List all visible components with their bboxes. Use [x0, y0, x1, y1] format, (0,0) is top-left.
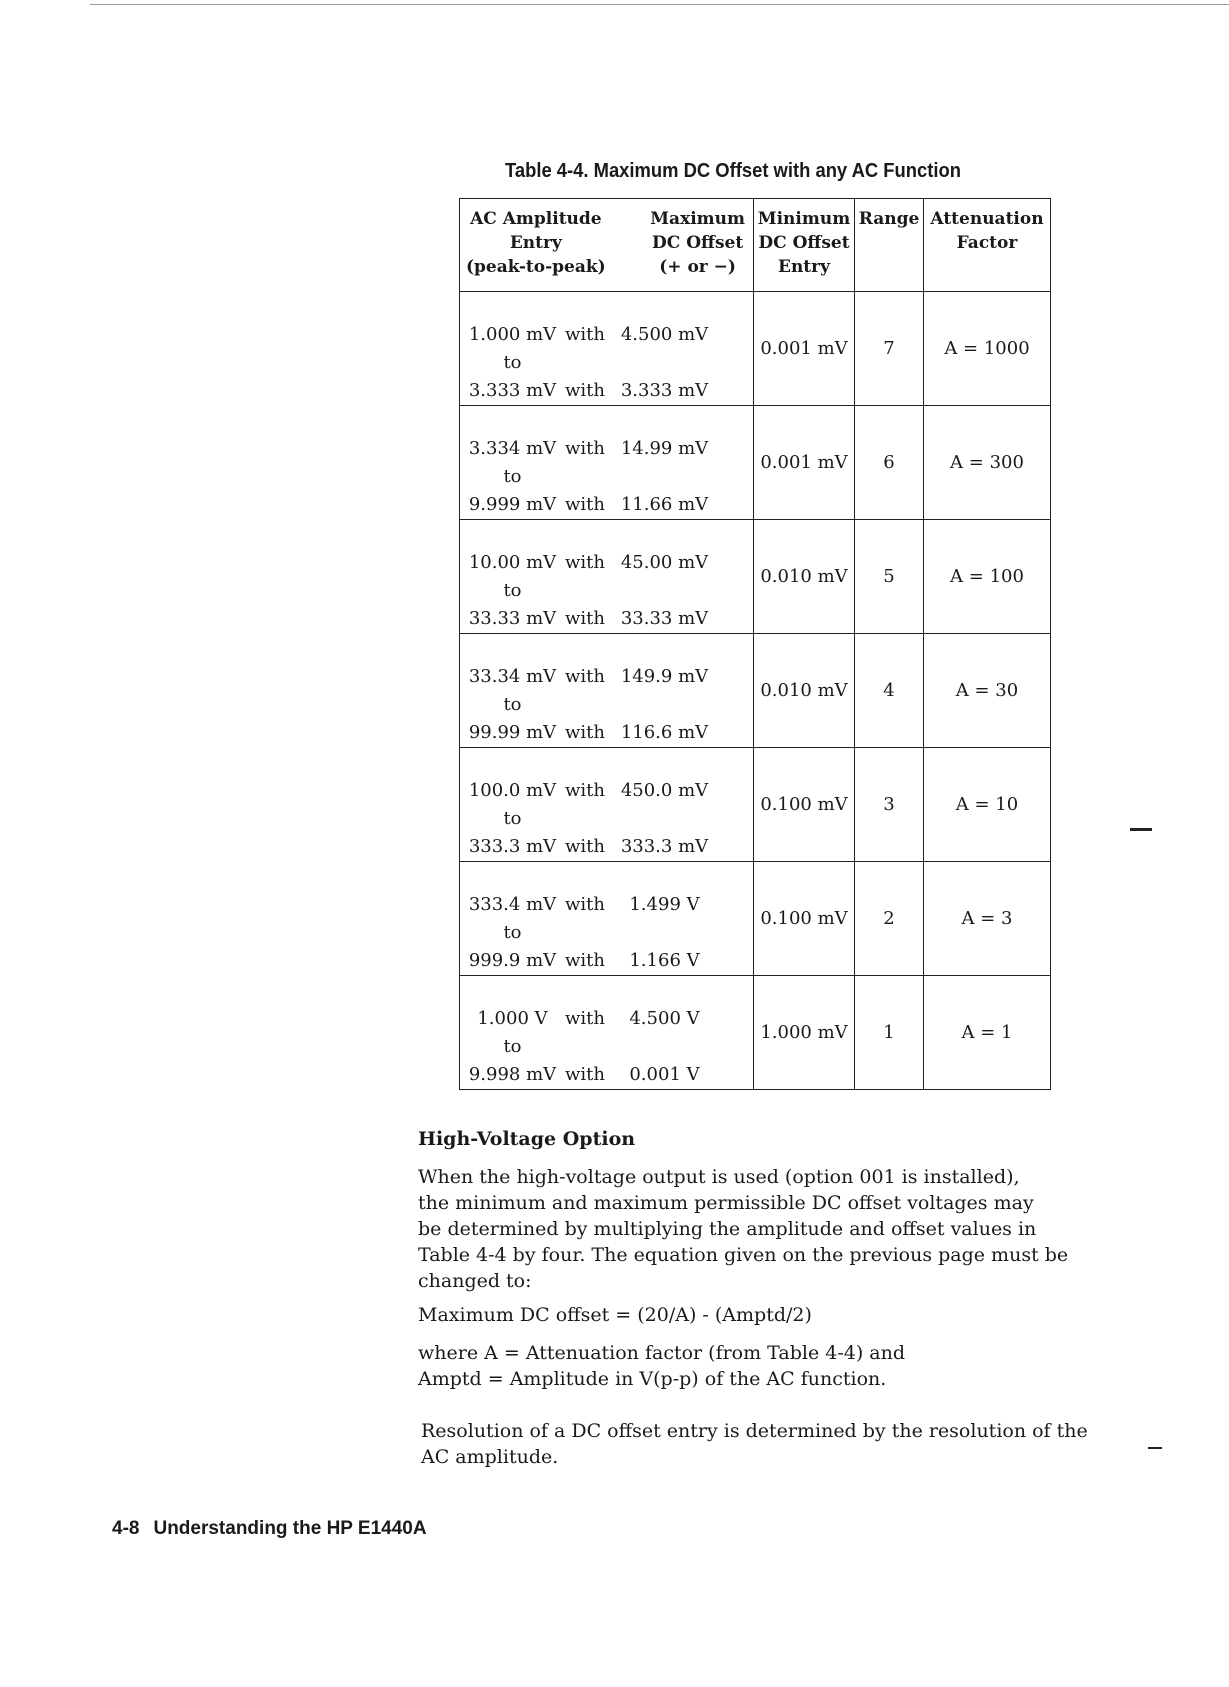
range-cell: 7 [855, 292, 924, 406]
min-offset-cell: 1.000 mV [754, 976, 855, 1090]
min-offset-cell: 0.001 mV [754, 406, 855, 520]
header-amplitude-line3: (peak-to-peak) [466, 257, 606, 277]
offset-low: 4.500 V [629, 1008, 700, 1029]
resolution-line: AC amplitude. [421, 1446, 559, 1468]
table-row [460, 292, 1051, 406]
table-row [460, 634, 1051, 748]
min-offset-cell: 0.010 mV [754, 520, 855, 634]
amplitude-cell [460, 634, 754, 748]
attenuation-cell: A = 1000 [924, 292, 1051, 406]
top-rule [90, 4, 1229, 5]
table-row [460, 406, 1051, 520]
with-word: with [565, 894, 605, 915]
paragraph-line: the minimum and maximum permissible DC offset voltages may [418, 1192, 1034, 1214]
amplitude-low: 33.34 mV [468, 666, 557, 687]
offset-high: 0.001 V [629, 1064, 700, 1085]
header-max-offset-line3: (+ or −) [659, 257, 736, 277]
amplitude-high: 33.33 mV [468, 608, 557, 629]
range-cell: 4 [855, 634, 924, 748]
amplitude-cell [460, 292, 754, 406]
to-word: to [503, 580, 522, 601]
equation: Maximum DC offset = (20/A) - (Amptd/2) [418, 1304, 812, 1326]
where-line: Amptd = Amplitude in V(p-p) of the AC function. [418, 1368, 887, 1390]
attenuation-cell: A = 300 [924, 406, 1051, 520]
header-amplitude-and-max-offset [460, 199, 754, 292]
to-word: to [503, 922, 522, 943]
header-min-offset [754, 199, 855, 292]
table-row [460, 862, 1051, 976]
amplitude-low: 10.00 mV [468, 552, 557, 573]
amplitude-cell [460, 406, 754, 520]
offset-low: 45.00 mV [620, 552, 709, 573]
min-offset-cell: 0.010 mV [754, 634, 855, 748]
with-word: with [565, 324, 605, 345]
amplitude-high: 333.3 mV [468, 836, 557, 857]
offset-high: 3.333 mV [620, 380, 709, 401]
with-word: with [565, 836, 605, 857]
offset-high: 333.3 mV [620, 836, 709, 857]
to-word: to [503, 1036, 522, 1057]
section-paragraph [418, 1164, 1118, 1294]
section-title: High-Voltage Option [418, 1128, 636, 1150]
margin-mark [1130, 828, 1152, 831]
offset-high: 11.66 mV [620, 494, 709, 515]
amplitude-low: 1.000 mV [468, 324, 557, 345]
offset-low: 1.499 V [629, 894, 700, 915]
page-footer [112, 1518, 427, 1540]
amplitude-low: 100.0 mV [468, 780, 557, 801]
header-min-offset-line3: Entry [777, 257, 830, 277]
with-word: with [565, 552, 605, 573]
page-number: 4-8 [112, 1518, 140, 1539]
where-paragraph [418, 1340, 1118, 1392]
offset-high: 1.166 V [629, 950, 700, 971]
with-word: with [565, 722, 605, 743]
table-row [460, 520, 1051, 634]
amplitude-low: 1.000 V [477, 1008, 548, 1029]
min-offset-cell: 0.100 mV [754, 862, 855, 976]
amplitude-cell [460, 976, 754, 1090]
offset-low: 14.99 mV [620, 438, 709, 459]
with-word: with [565, 1008, 605, 1029]
amplitude-low: 333.4 mV [468, 894, 557, 915]
to-word: to [503, 352, 522, 373]
table-row [460, 976, 1051, 1090]
table-title: Table 4-4. Maximum DC Offset with any AC Function [505, 160, 961, 182]
paragraph-line: be determined by multiplying the amplitude and offset values in [418, 1218, 1037, 1240]
paragraph-line: changed to: [418, 1270, 532, 1292]
range-cell: 5 [855, 520, 924, 634]
range-cell: 6 [855, 406, 924, 520]
header-max-offset-line1: Maximum [650, 209, 745, 229]
attenuation-cell: A = 1 [924, 976, 1051, 1090]
attenuation-cell: A = 30 [924, 634, 1051, 748]
offset-high: 33.33 mV [620, 608, 709, 629]
with-word: with [565, 950, 605, 971]
attenuation-cell: A = 3 [924, 862, 1051, 976]
where-line: where A = Attenuation factor (from Table 4-4) and [418, 1342, 906, 1364]
range-cell: 3 [855, 748, 924, 862]
footer-title: Understanding the HP E1440A [153, 1518, 427, 1539]
header-range: Range [855, 199, 924, 292]
header-max-offset-line2: DC Offset [652, 233, 744, 253]
offset-high: 116.6 mV [620, 722, 709, 743]
amplitude-high: 9.999 mV [468, 494, 557, 515]
header-attenuation-line1: Attenuation [930, 209, 1044, 229]
amplitude-low: 3.334 mV [468, 438, 557, 459]
resolution-paragraph [421, 1418, 1121, 1470]
amplitude-cell [460, 748, 754, 862]
header-amplitude-line2: Entry [509, 233, 562, 253]
with-word: with [565, 438, 605, 459]
min-offset-cell: 0.100 mV [754, 748, 855, 862]
with-word: with [565, 380, 605, 401]
amplitude-high: 9.998 mV [468, 1064, 557, 1085]
with-word: with [565, 1064, 605, 1085]
to-word: to [503, 466, 522, 487]
header-min-offset-line1: Minimum [757, 209, 851, 229]
header-attenuation [924, 199, 1051, 292]
amplitude-high: 999.9 mV [468, 950, 557, 971]
header-attenuation-line2: Factor [956, 233, 1018, 253]
amplitude-high: 3.333 mV [468, 380, 557, 401]
amplitude-high: 99.99 mV [468, 722, 557, 743]
table-row [460, 748, 1051, 862]
range-cell: 1 [855, 976, 924, 1090]
attenuation-cell: A = 100 [924, 520, 1051, 634]
to-word: to [503, 808, 522, 829]
table-header-row [460, 199, 1051, 292]
with-word: with [565, 608, 605, 629]
attenuation-cell: A = 10 [924, 748, 1051, 862]
header-amplitude-line1: AC Amplitude [470, 209, 602, 229]
to-word: to [503, 694, 522, 715]
with-word: with [565, 780, 605, 801]
min-offset-cell: 0.001 mV [754, 292, 855, 406]
dc-offset-table [459, 198, 1051, 1090]
offset-low: 450.0 mV [620, 780, 709, 801]
margin-mark [1148, 1447, 1162, 1449]
amplitude-cell [460, 520, 754, 634]
amplitude-cell [460, 862, 754, 976]
offset-low: 4.500 mV [620, 324, 709, 345]
offset-low: 149.9 mV [620, 666, 709, 687]
range-cell: 2 [855, 862, 924, 976]
resolution-line: Resolution of a DC offset entry is determined by the resolution of the [421, 1420, 1088, 1442]
header-min-offset-line2: DC Offset [758, 233, 850, 253]
paragraph-line: When the high-voltage output is used (option 001 is installed), [418, 1166, 1020, 1188]
with-word: with [565, 494, 605, 515]
paragraph-line: Table 4-4 by four. The equation given on the previous page must be [418, 1244, 1069, 1266]
with-word: with [565, 666, 605, 687]
